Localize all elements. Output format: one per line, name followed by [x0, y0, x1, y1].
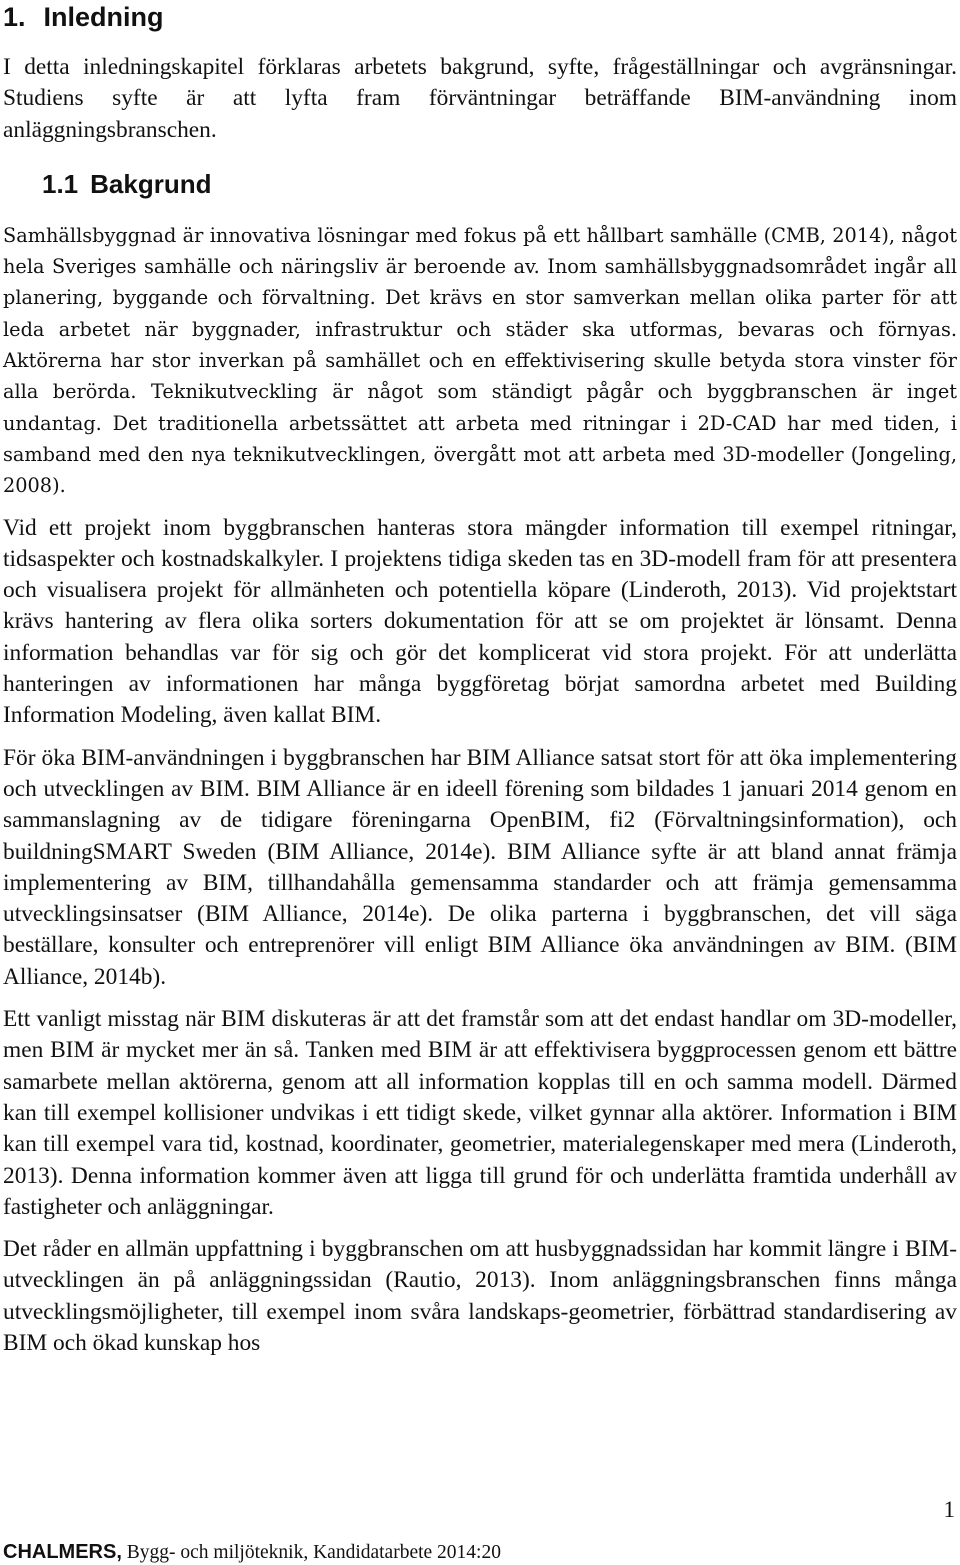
- section-heading: [3, 168, 957, 200]
- section-number: 1.1: [42, 168, 79, 199]
- page-footer: [3, 1540, 501, 1565]
- paragraph-5: Det råder en allmän uppfattning i byggbranschen om att husbyggnadssidan har kommit längre i BIM-utvecklingen än på anläggningssidan (Rautio, 2013). Inom anläggningsbranschen finns många utvecklingsmöjligheter, till exempel inom svåra landskaps-geometrier, förbättrad standardisering av BIM och ökad kunskap hos: [3, 1236, 957, 1356]
- chapter-intro-paragraph: I detta inledningskapitel förklaras arbetets bakgrund, syfte, frågeställningar och avgränsningar. Studiens syfte är att lyfta fram förväntningar beträffande BIM-användning inom anläggningsbranschen.: [3, 54, 957, 143]
- page-number: 1: [943, 1497, 955, 1522]
- paragraph-4: Ett vanligt misstag när BIM diskuteras är att det framstår som att det endast handlar om 3D-modeller, men BIM är mycket mer än så. Tanken med BIM är att effektivisera byggprocessen genom ett bättre samarbete mellan aktörerna, genom att all information kopplas till en och samma modell. Därmed kan till exempel kollisioner undvikas i ett tidigt skede, vilket gynnar alla aktörer. Information i BIM kan till exempel vara tid, kostnad, koordinater, geometrier, materialegenskaper med mera (Linderoth, 2013). Denna information kommer även att ligga till grund för och underlätta framtida underhåll av fastigheter och anläggningar.: [3, 1006, 957, 1220]
- chapter-heading: [3, 0, 957, 32]
- section-title: Bakgrund: [90, 168, 212, 199]
- paragraph-3: För öka BIM-användningen i byggbranschen har BIM Alliance satsat stort för att öka implementering och utvecklingen av BIM. BIM Alliance är en ideell förening som bildades 1 januari 2014 genom en sammanslagning av de tidigare föreningarna OpenBIM, fi2 (Förvaltningsinformation), och buildningSMART Sweden (BIM Alliance, 2014e). BIM Alliance syfte är att bland annat främja implementering av BIM, tillhandahålla gemensamma standarder och att främja gemensamma utvecklingsinsatser (BIM Alliance, 2014e). De olika parterna i byggbranschen, det vill säga beställare, konsulter och entreprenörer vill enligt BIM Alliance öka användningen av BIM. (BIM Alliance, 2014b).: [3, 744, 957, 990]
- chapter-title: Inledning: [43, 2, 164, 32]
- paragraph-1: Samhällsbyggnad är innovativa lösningar med fokus på ett hållbart samhälle (CMB, 2014), något hela Sveriges samhälle och näringsliv är beroende av. Inom samhällsbyggnadsområdet ingår all planering, byggande och förvaltning. Det krävs en stor samverkan mellan olika parter för att leda arbetet när byggnader, infrastruktur och städer ska utformas, bevaras och förnyas. Aktörerna har stor inverkan på samhället och en effektivisering skulle betyda stora vinster för alla berörda. Teknikutveckling är något som ständigt pågår och byggbranschen är inget undantag. Det traditionella arbetssättet att arbeta med ritningar i 2D-CAD har med tiden, i samband med den nya teknikutvecklingen, övergått mot att arbeta med 3D-modeller (Jongeling, 2008).: [3, 223, 957, 498]
- paragraph-2: Vid ett projekt inom byggbranschen hanteras stora mängder information till exempel ritningar, tidsaspekter och kostnadskalkyler. I projektens tidiga skeden tas en 3D-modell fram för att presentera och visualisera projekt för allmänheten och potentiella köpare (Linderoth, 2013). Vid projektstart krävs hantering av flera olika sorters dokumentation för att se om projektet är lönsamt. Denna information behandlas var för sig och gör det komplicerat vid stora projekt. För att underlätta hanteringen av informationen har många byggföretag börjat samordna arbetet med Building Information Modeling, även kallat BIM.: [3, 514, 957, 729]
- chapter-number: 1.: [3, 2, 26, 32]
- footer-organization: CHALMERS,: [3, 1541, 122, 1563]
- footer-text: Bygg- och miljöteknik, Kandidatarbete 2014:20: [121, 1542, 501, 1563]
- document-page: [3, 0, 957, 1359]
